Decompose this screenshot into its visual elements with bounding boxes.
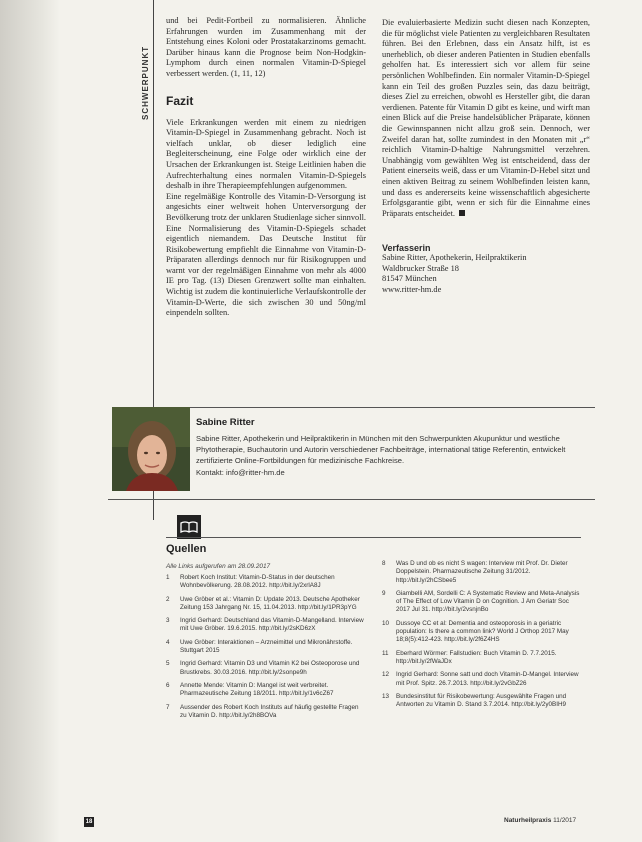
reference-item: 1 Robert Koch Institut: Vitamin-D-Status in der deutschen Wohnbevölkerung. 28.08.2012. http://bit.ly/2xrlA8J <box>166 574 335 590</box>
page-number: 18 <box>85 819 93 825</box>
fazit-heading: Fazit <box>166 93 194 108</box>
author-photo <box>112 407 190 491</box>
author-bio-box <box>108 407 595 497</box>
bio-text-block <box>196 417 591 478</box>
bio-contact-email[interactable]: Kontakt: info@ritter-hm.de <box>196 467 285 477</box>
end-mark-icon <box>459 210 465 216</box>
magazine-name: Naturheilpraxis <box>504 817 552 824</box>
bio-top-rule <box>188 407 595 408</box>
issue-number: 11/2017 <box>553 817 577 824</box>
references-right <box>382 560 582 714</box>
reference-item: 5 Ingrid Gerhard: Vitamin D3 und Vitamin K2 bei Osteoporose und Brustkrebs. 30.03.2016. http://bit.ly/2sonpe9h <box>166 660 360 676</box>
bio-bottom-rule <box>108 499 595 500</box>
reference-item: 8 Was D und ob es nicht S wagen: Interview mit Prof. Dr. Dieter Doppelstein. Pharmazeutische Zeitung 31/2012. http://bit.ly/2hCSbee5 <box>382 560 568 584</box>
footer-magazine <box>504 817 576 824</box>
text-column-left <box>166 16 366 319</box>
references-left <box>166 574 366 725</box>
fazit-paragraph-1: Viele Erkrankungen werden mit einem zu niedrigen Vitamin-D-Spiegel in Zusammenhang gebracht. Noch ist vielfach unklar, ob dieser lediglich eine Begleiterscheinung, eine Folge oder wirklich eine der Ursachen der Erkrankungen ist. Steige Leitlinien haben die Aufrechterhaltung eines normalen Vitamin-D-Spiegels deshalb in ihre Therapieempfehlungen aufgenommen. <box>166 117 366 191</box>
reference-item: 9 Giambelli AM, Sordelli C: A Systematic Review and Meta-Analysis of The Effect of Low Vitamin D on Cognition. J Am Geriatr Soc 2017 Jul 31. http://bit.ly/2vsnjnBo <box>382 589 580 614</box>
intro-paragraph: und bei Pedit-Fortbeil zu normalisieren. Ähnliche Erfahrungen wurden im Zusammenhang mit der Entstehung eines Koloni oder Prostatakarzinoms gemacht. Darüber hinaus kann die Prognose beim Non-Hodgkin-Lymphom durch einen normalen Vitamin-D-Spiegel verbessert werden. (1, 11, 12) <box>166 16 366 78</box>
binding-shadow <box>0 0 60 842</box>
author-street-line: Waldbrucker Straße 18 <box>382 263 459 273</box>
fazit-paragraph-2: Eine regelmäßige Kontrolle des Vitamin-D-Versorgung ist angesichts einer weltweit hohen Unterversorgung der Bevölkerung trotz der unklaren Studienlage sicher sinnvoll. Eine Normalisierung des Vitamin-D-Spiegels schadet eigentlich niemandem. Das Deutsche Institut für Risikobewertung empfiehlt die Einnahme von Vitamin-D-Präparaten allerdings dennoch nur für Risikogruppen und warnt vor der regelmäßigen Einnahme von mehr als 4000 IE pro Tag. (13) Diesen Grenzwert sollte man einhalten. Wichtig ist zudem die kontinuierliche Verlaufskontrolle der Vitamin-D-Werte, die sich zwischen 30 und 50ng/ml einpendeln sollten. <box>166 191 366 318</box>
bio-description: Sabine Ritter, Apothekerin und Heilpraktikerin in München mit den Schwerpunkten Akupunktur und westliche Phytotherapie, Buchautorin und Autorin verschiedener Fachbeiträge, international tätige Referentin, entwickelt zertifizierte Online-Fortbildungen für medizinische Fachkreise. <box>196 434 566 466</box>
author-city-line: 81547 München <box>382 274 437 284</box>
reference-item: 2 Uwe Gröber et al.: Vitamin D: Update 2013. Deutsche Apotheker Zeitung 153 Jahrgang Nr. 15, 11.04.2013. http://bit.ly/1PR3pYG <box>166 595 360 611</box>
quellen-heading: Quellen <box>166 543 207 555</box>
reference-item: 12 Ingrid Gerhard: Sonne satt und doch Vitamin-D-Mangel. Interview mit Prof. Spitz. 26.7.2013. http://bit.ly/2vGbZ26 <box>382 671 579 687</box>
author-name-line: Sabine Ritter, Apothekerin, Heilpraktikerin <box>382 253 527 263</box>
reference-item: 6 Annette Mende: Vitamin D: Mangel ist weit verbreitet. Pharmazeutische Zeitung 18/2011. http://bit.ly/1v6cZ67 <box>166 681 334 698</box>
reference-item: 3 Ingrid Gerhard: Deutschland das Vitamin-D-Mangelland. Interview mit Uwe Gröber. 19.6.2015. http://bit.ly/2sKD6zX <box>166 617 364 633</box>
text-column-right <box>382 18 590 296</box>
bio-name: Sabine Ritter <box>196 417 255 428</box>
quellen-note: Alle Links aufgerufen am 28.09.2017 <box>166 563 271 570</box>
author-portrait-icon <box>112 407 190 491</box>
section-label: SCHWERPUNKT <box>141 45 150 120</box>
quellen-rule <box>166 537 581 538</box>
book-icon <box>177 515 201 539</box>
author-website-link[interactable]: www.ritter-hm.de <box>382 285 442 295</box>
reference-item: 4 Uwe Gröber: Interaktionen – Arzneimittel und Mikronährstoffe. Stuttgart 2015 <box>166 638 353 655</box>
reference-item: 7 Aussender des Robert Koch Instituts auf häufig gestellte Fragen zu Vitamin D. http://bit.ly/2h8BOVa <box>166 703 359 719</box>
reference-item: 10 Dussoye CC et al: Dementia and osteoporosis in a geriatric population: Is there a common link? World J Orthop 2017 May 18;8(5):412-423. http://bit.ly/2f6Z4HS <box>382 619 569 644</box>
conclusion-paragraph: Die evaluierbasierte Medizin sucht diesen nach Konzepten, die für möglichst viele Patienten zu vergleichbaren Resultaten führen. Bei den Erlebnen, dass ein Ansatz hilft, ist es unerheblich, ob dieser anderen Patienten in Studien ebenfalls geholfen hat. Es interessiert sich vor allem für seine persönlichen Wohlbefinden. Ein normaler Vitamin-D-Spiegel kann ein Teil des großen Puzzles sein, das dazu beiträgt, dieses Ziel zu erreichen, obwohl es Hersteller gibt, die daran verdienen. Patente für Vitamin D gibt es keine, und wirft man einen Blick auf die Preise handelsüblicher Präparate, können die Gewinnspannen nicht allzu groß sein. Dennoch, wer Zweifel daran hat, sollte zumindest in den Monaten mit „r“ reichlich Vitamin-D-haltige Nahrungsmittel verzehren. Unabhängig vom gewählten Weg ist entscheidend, dass der Patient einerseits weiß, dass er um Vitamin-D-Hebel sitzt und einen aktiven Beitrag zu seinem Wohlbefinden leisten kann, und dass es andererseits keine wissenschaftlich abgesicherte Erfolgsgarantie gibt, wenn er sich für die Einnahme eines Präparats entscheidet. <box>382 18 590 218</box>
author-heading: Verfasserin <box>382 243 431 254</box>
reference-item: 11 Eberhard Wörmer: Fallstudien: Buch Vitamin D. 7.7.2015. http://bit.ly/2fWaJDx <box>382 649 557 665</box>
reference-item: 13 Bundesinstitut für Risikobewertung: Ausgewählte Fragen und Antworten zu Vitamin D. Stand 3.7.2014. http://bit.ly/2y0BIH9 <box>382 692 567 709</box>
